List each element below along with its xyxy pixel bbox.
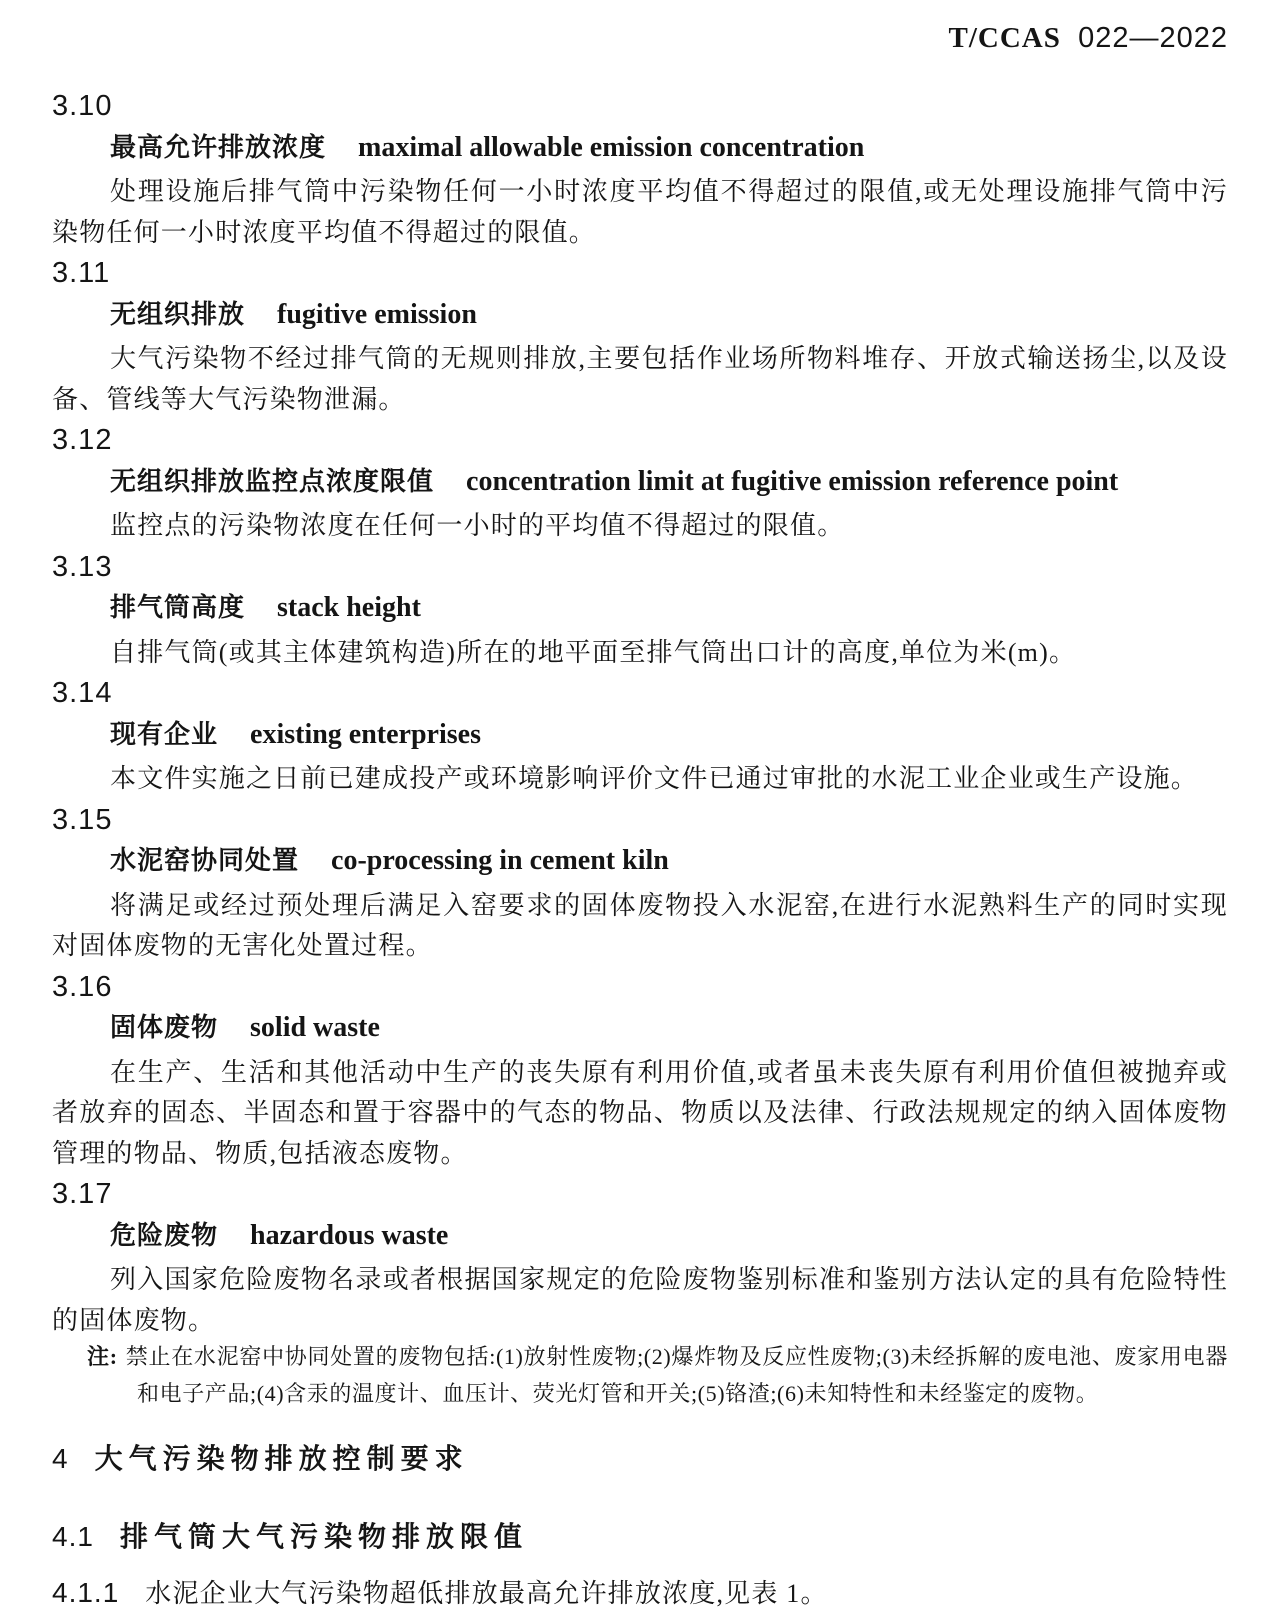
term-number: 3.11 (52, 257, 111, 289)
term-definition: 在生产、生活和其他活动中生产的丧失原有利用价值,或者虽未丧失原有利用价值但被抛弃或者放弃的固态、半固态和置于容器中的气态的物品、物质以及法律、行政法规规定的纳入固体废物管理的物品、物质,包括液态废物。 (52, 1057, 1228, 1168)
term-number: 3.17 (52, 1178, 113, 1210)
term-definition: 监控点的污染物浓度在任何一小时的平均值不得超过的限值。 (110, 511, 845, 540)
term-name-en: maximal allowable emission concentration (358, 131, 865, 163)
term-number: 3.15 (52, 803, 113, 836)
term-entry-3-16 (52, 967, 1228, 1175)
term-definition: 大气污染物不经过排气筒的无规则排放,主要包括作业场所物料堆存、开放式输送扬尘,以及设备、管线等大气污染物泄漏。 (52, 344, 1228, 414)
term-number: 3.12 (52, 424, 113, 456)
note-label: 注: (87, 1344, 118, 1369)
term-entry-3-15 (52, 800, 1228, 967)
term-name-zh: 排气筒高度 (110, 592, 246, 622)
term-heading (52, 1007, 1228, 1053)
term-definition: 列入国家危险废物名录或者根据国家规定的危险废物鉴别标准和鉴别方法认定的具有危险特性的固体废物。 (52, 1265, 1228, 1335)
term-name-en: solid waste (250, 1012, 380, 1043)
term-number: 3.16 (52, 970, 113, 1003)
term-name-zh: 现有企业 (110, 718, 219, 749)
section-number: 4.1 (52, 1521, 94, 1552)
note-block (52, 1338, 1228, 1412)
term-heading (52, 714, 1228, 760)
term-name-zh: 最高允许排放浓度 (110, 131, 327, 162)
clause-text: 水泥企业大气污染物超低排放最高允许排放浓度,见表 1。 (145, 1579, 828, 1608)
term-number: 3.14 (52, 677, 113, 709)
term-name-zh: 无组织排放监控点浓度限值 (110, 465, 435, 496)
term-entry-3-14 (52, 673, 1228, 800)
term-name-zh: 固体废物 (110, 1012, 219, 1042)
term-number: 3.10 (52, 90, 113, 122)
section-title: 排气筒大气污染物排放限值 (119, 1521, 528, 1552)
term-definition: 处理设施后排气筒中污染物任何一小时浓度平均值不得超过的限值,或无处理设施排气筒中污染物任何一小时浓度平均值不得超过的限值。 (52, 177, 1228, 247)
term-heading (52, 461, 1228, 507)
term-name-zh: 水泥窑协同处置 (110, 845, 300, 875)
term-heading (52, 127, 1228, 173)
term-entry-3-17 (52, 1174, 1228, 1341)
term-heading (52, 1215, 1228, 1261)
term-name-en: co-processing in cement kiln (331, 845, 669, 876)
doc-code-prefix: T/CCAS (948, 22, 1061, 54)
term-definition: 自排气筒(或其主体建筑构造)所在的地平面至排气筒出口计的高度,单位为米(m)。 (110, 637, 1077, 667)
section-number: 4 (52, 1443, 69, 1474)
note-text: 禁止在水泥窑中协同处置的废物包括:(1)放射性废物;(2)爆炸物及反应性废物;(3)未经拆解的废电池、废家用电器和电子产品;(4)含汞的温度计、血压计、荧光灯管和开关;(5)铬渣;(6)未知特性和未经鉴定的废物。 (125, 1344, 1228, 1406)
doc-code-number: 022—2022 (1078, 22, 1228, 54)
term-heading (52, 294, 1228, 340)
page-header (52, 20, 1228, 56)
section-heading-4-1 (52, 1516, 1228, 1558)
term-entry-3-12 (52, 420, 1228, 547)
term-name-en: concentration limit at fugitive emission reference point (466, 465, 1119, 497)
term-name-en: stack height (277, 592, 421, 623)
term-heading (52, 587, 1228, 633)
term-name-zh: 危险废物 (110, 1219, 219, 1250)
term-name-en: existing enterprises (250, 718, 481, 750)
term-entry-3-11 (52, 253, 1228, 420)
term-name-en: fugitive emission (277, 298, 477, 330)
terms-and-sections (52, 86, 1228, 1614)
section-title: 大气污染物排放控制要求 (94, 1443, 469, 1474)
term-name-en: hazardous waste (250, 1219, 449, 1251)
clause-number: 4.1.1 (52, 1577, 120, 1608)
term-number: 3.13 (52, 550, 113, 583)
term-entry-3-13 (52, 547, 1228, 674)
section-heading-4 (52, 1438, 1228, 1480)
term-heading (52, 840, 1228, 886)
term-definition: 将满足或经过预处理后满足入窑要求的固体废物投入水泥窑,在进行水泥熟料生产的同时实现对固体废物的无害化处置过程。 (52, 890, 1228, 960)
clause-4-1-1 (52, 1572, 1228, 1614)
term-entry-3-10 (52, 86, 1228, 253)
term-name-zh: 无组织排放 (110, 298, 246, 329)
term-definition: 本文件实施之日前已建成投产或环境影响评价文件已通过审批的水泥工业企业或生产设施。 (110, 764, 1199, 793)
